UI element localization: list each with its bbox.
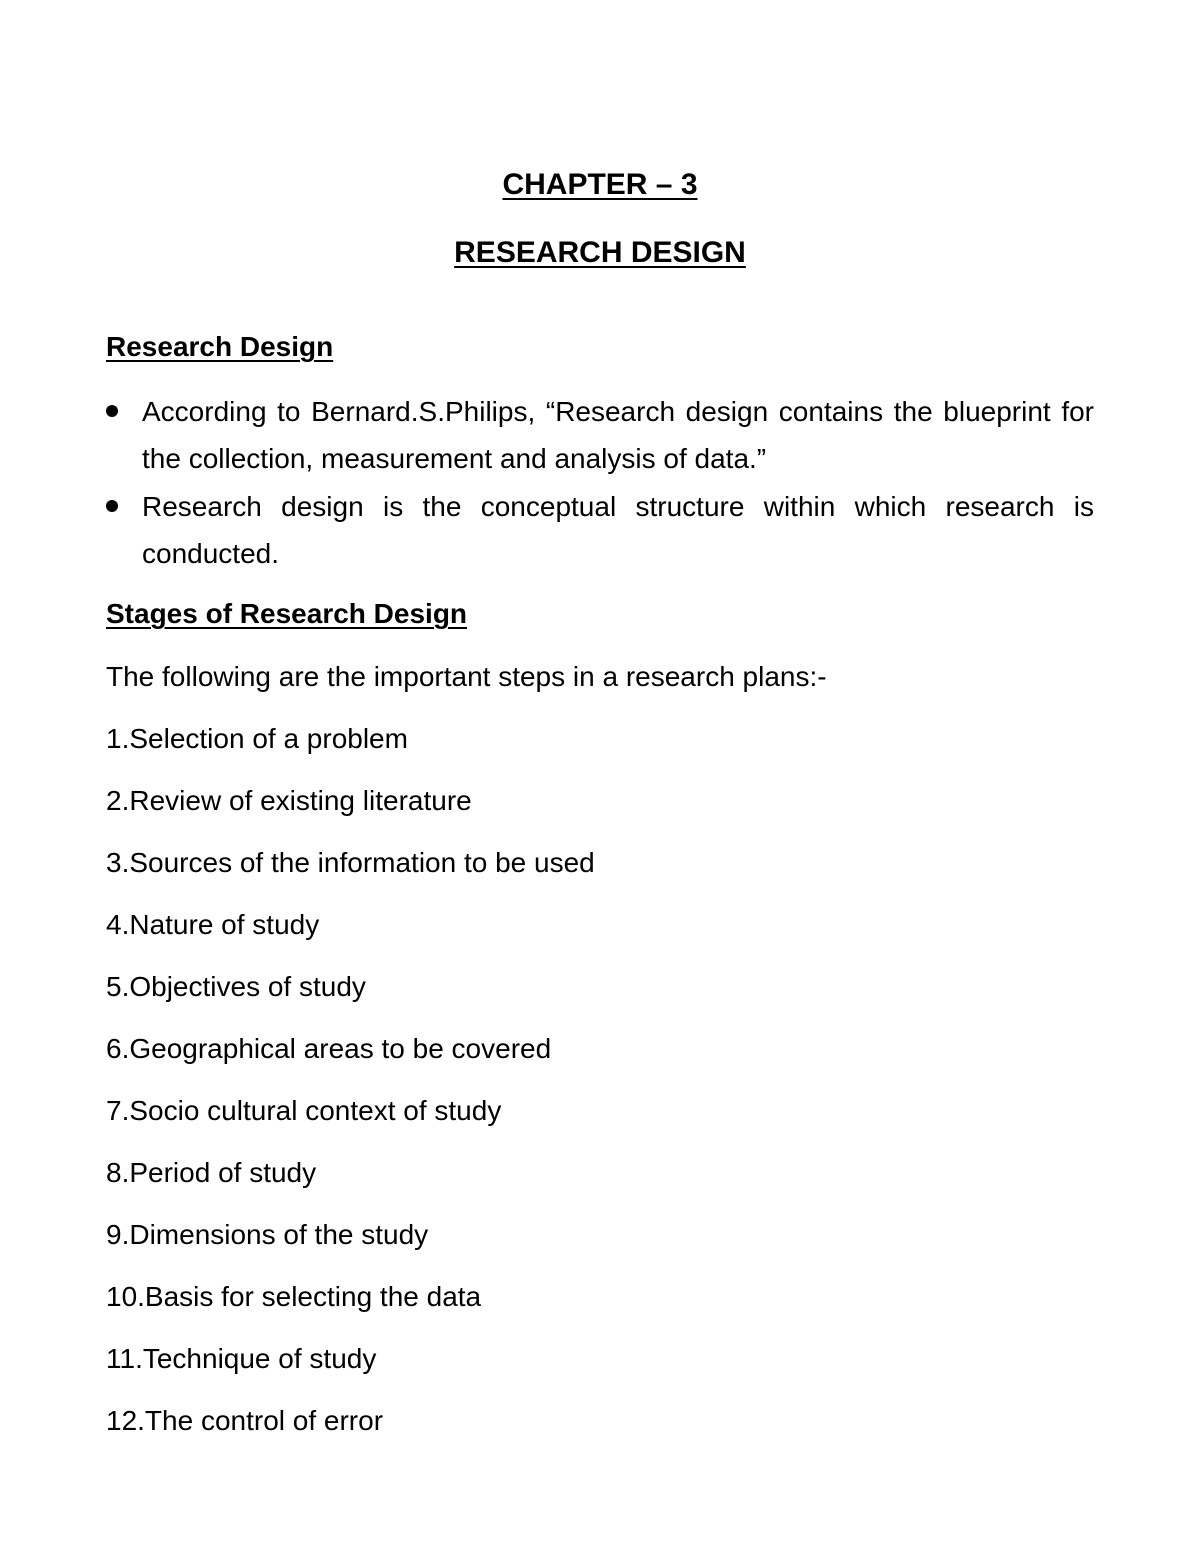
section-heading-research-design: Research Design [106, 331, 334, 362]
bullet-item [106, 483, 1094, 577]
step-item: 5.Objectives of study [106, 971, 366, 1002]
step-item: 11.Technique of study [106, 1343, 377, 1374]
chapter-label: CHAPTER – 3 [502, 168, 698, 201]
step-item: 6.Geographical areas to be covered [106, 1033, 552, 1064]
chapter-title: RESEARCH DESIGN [454, 236, 746, 269]
bullet-text: According to Bernard.S.Philips, “Research design contains the blueprint for the collection, measurement and analysis of data.” [142, 396, 1094, 474]
step-item: 12.The control of error [106, 1405, 384, 1436]
section-heading-stages: Stages of Research Design [106, 598, 468, 629]
step-item: 9.Dimensions of the study [106, 1219, 429, 1250]
step-item: 1.Selection of a problem [106, 723, 408, 754]
step-item: 10.Basis for selecting the data [106, 1281, 482, 1312]
step-item: 8.Period of study [106, 1157, 317, 1188]
bullet-text: Research design is the conceptual structure within which research is conducted. [142, 491, 1094, 569]
step-item: 2.Review of existing literature [106, 785, 472, 816]
step-item: 4.Nature of study [106, 909, 320, 940]
step-item: 7.Socio cultural context of study [106, 1095, 502, 1126]
bullet-icon [106, 405, 118, 417]
bullet-item [106, 388, 1094, 482]
step-item: 3.Sources of the information to be used [106, 847, 595, 878]
bullet-icon [106, 500, 118, 512]
intro-text: The following are the important steps in a research plans:- [106, 661, 827, 692]
